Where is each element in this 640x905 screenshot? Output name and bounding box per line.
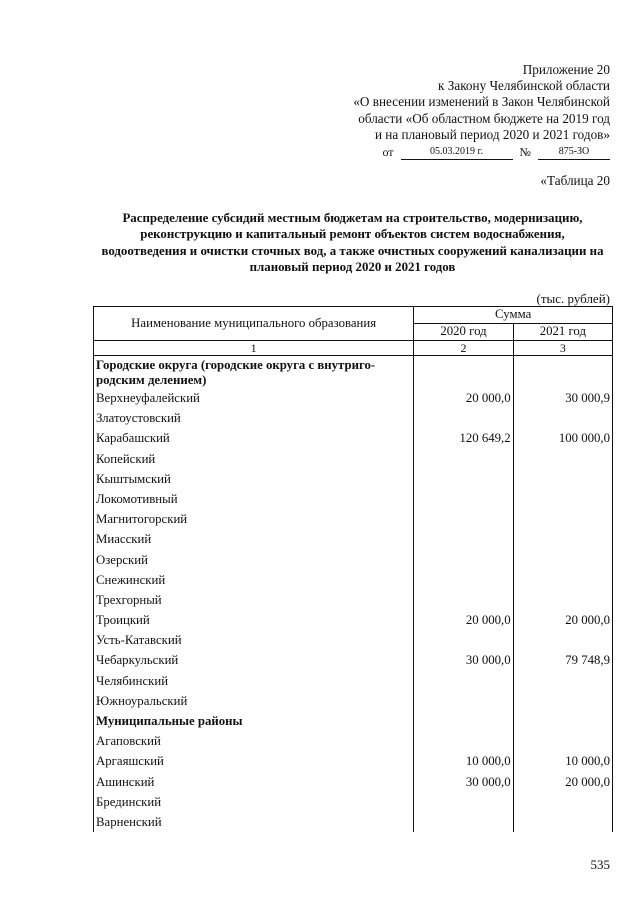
value-2020: 30 000,0 bbox=[414, 650, 513, 670]
table-row bbox=[94, 772, 613, 792]
value-2020 bbox=[414, 408, 513, 428]
municipality-name: Аргаяшский bbox=[94, 751, 414, 771]
value-2020 bbox=[414, 449, 513, 469]
value-2021: 20 000,0 bbox=[513, 772, 612, 792]
municipality-name: Снежинский bbox=[94, 570, 414, 590]
from-label: от bbox=[382, 145, 394, 159]
col-header-2021: 2021 год bbox=[513, 324, 612, 341]
value-2021 bbox=[513, 550, 612, 570]
appendix-header bbox=[353, 62, 610, 143]
header-line: области «Об областном бюджете на 2019 год bbox=[358, 110, 610, 126]
table-row bbox=[94, 449, 613, 469]
municipality-name: Кыштымский bbox=[94, 469, 414, 489]
municipality-name: Копейский bbox=[94, 449, 414, 469]
value-2020 bbox=[414, 570, 513, 590]
table-row bbox=[94, 509, 613, 529]
col-header-sum: Сумма bbox=[414, 307, 613, 324]
table-row bbox=[94, 469, 613, 489]
municipality-name: Агаповский bbox=[94, 731, 414, 751]
table-row bbox=[94, 610, 613, 630]
value-2021: 79 748,9 bbox=[513, 650, 612, 670]
table-row bbox=[94, 428, 613, 448]
value-2020 bbox=[414, 469, 513, 489]
municipality-name: Магнитогорский bbox=[94, 509, 414, 529]
municipality-name: Миасский bbox=[94, 529, 414, 549]
value-2021: 10 000,0 bbox=[513, 751, 612, 771]
col-header-name: Наименование муниципального образования bbox=[94, 307, 414, 341]
value-2021 bbox=[513, 529, 612, 549]
value-2021 bbox=[513, 449, 612, 469]
subsidy-table bbox=[93, 306, 613, 832]
municipality-name: Троицкий bbox=[94, 610, 414, 630]
value-2021 bbox=[513, 691, 612, 711]
header-line: Приложение 20 bbox=[522, 62, 610, 77]
municipality-name: Карабашский bbox=[94, 428, 414, 448]
table-row bbox=[94, 691, 613, 711]
value-2021 bbox=[513, 812, 612, 832]
value-2020 bbox=[414, 691, 513, 711]
table-row bbox=[94, 570, 613, 590]
table-row bbox=[94, 489, 613, 509]
municipality-name: Челябинский bbox=[94, 671, 414, 691]
value-2021 bbox=[513, 469, 612, 489]
municipality-name: Златоустовский bbox=[94, 408, 414, 428]
value-2020 bbox=[414, 630, 513, 650]
table-row bbox=[94, 751, 613, 771]
table-row bbox=[94, 529, 613, 549]
table-row bbox=[94, 731, 613, 751]
table-row bbox=[94, 792, 613, 812]
value-2020 bbox=[414, 590, 513, 610]
col-number: 1 bbox=[94, 341, 414, 356]
value-2021: 20 000,0 bbox=[513, 610, 612, 630]
municipality-name: Ашинский bbox=[94, 772, 414, 792]
group-label: Муниципальные районы bbox=[94, 711, 414, 731]
value-2020 bbox=[414, 529, 513, 549]
value-2020: 10 000,0 bbox=[414, 751, 513, 771]
group-row-districts bbox=[94, 711, 613, 731]
document-title: Распределение субсидий местным бюджетам на строительство, модернизацию, реконструкцию и капитальный ремонт объектов систем водоснабжения, водоотведения и очистки сточных вод, а также очистных сооружений канализации на плановый период 2020 и 2021 годов bbox=[101, 211, 604, 275]
value-2021: 100 000,0 bbox=[513, 428, 612, 448]
header-line: «О внесении изменений в Закон Челябинской bbox=[353, 94, 610, 110]
municipality-name: Чебаркульский bbox=[94, 650, 414, 670]
value-2021 bbox=[513, 489, 612, 509]
number-label: № bbox=[519, 145, 531, 159]
municipality-name: Варненский bbox=[94, 812, 414, 832]
value-2021 bbox=[513, 731, 612, 751]
law-date: 05.03.2019 г. bbox=[401, 146, 513, 160]
table-row bbox=[94, 630, 613, 650]
value-2021 bbox=[513, 408, 612, 428]
table-row bbox=[94, 388, 613, 408]
col-header-2020: 2020 год bbox=[414, 324, 513, 341]
header-line: к Закону Челябинской области bbox=[438, 78, 610, 94]
municipality-name: Трехгорный bbox=[94, 590, 414, 610]
value-2021: 30 000,9 bbox=[513, 388, 612, 408]
group-label bbox=[94, 356, 414, 389]
col-number: 3 bbox=[513, 341, 612, 356]
value-2020 bbox=[414, 509, 513, 529]
value-2020 bbox=[414, 550, 513, 570]
municipality-name: Верхнеуфалейский bbox=[94, 388, 414, 408]
municipality-name: Локомотивный bbox=[94, 489, 414, 509]
municipality-name: Усть-Катавский bbox=[94, 630, 414, 650]
municipality-name: Южноуральский bbox=[94, 691, 414, 711]
value-2021 bbox=[513, 792, 612, 812]
table-row bbox=[94, 590, 613, 610]
value-2020 bbox=[414, 489, 513, 509]
value-2020 bbox=[414, 671, 513, 691]
value-2021 bbox=[513, 671, 612, 691]
page-number: 535 bbox=[590, 857, 610, 872]
value-2020 bbox=[414, 812, 513, 832]
group-label-line: Городские округа (городские округа с внутриго- bbox=[96, 358, 376, 372]
municipality-name: Брединский bbox=[94, 792, 414, 812]
value-2020 bbox=[414, 792, 513, 812]
law-signature-line bbox=[382, 145, 610, 160]
value-2020: 20 000,0 bbox=[414, 610, 513, 630]
value-2020: 30 000,0 bbox=[414, 772, 513, 792]
value-2021 bbox=[513, 630, 612, 650]
group-row-urban bbox=[94, 356, 613, 389]
table-row bbox=[94, 550, 613, 570]
value-2021 bbox=[513, 509, 612, 529]
units-label: (тыс. рублей) bbox=[536, 291, 610, 306]
value-2021 bbox=[513, 570, 612, 590]
table-row bbox=[94, 671, 613, 691]
table-label: «Таблица 20 bbox=[540, 173, 610, 188]
municipality-name: Озерский bbox=[94, 550, 414, 570]
group-label-line: родским делением) bbox=[96, 373, 207, 387]
table-row bbox=[94, 408, 613, 428]
header-line: и на плановый период 2020 и 2021 годов» bbox=[374, 126, 610, 142]
table-row bbox=[94, 650, 613, 670]
table-row bbox=[94, 812, 613, 832]
value-2021 bbox=[513, 590, 612, 610]
value-2020: 20 000,0 bbox=[414, 388, 513, 408]
law-number: 875-ЗО bbox=[538, 146, 610, 160]
value-2020 bbox=[414, 731, 513, 751]
col-number: 2 bbox=[414, 341, 513, 356]
value-2020: 120 649,2 bbox=[414, 428, 513, 448]
